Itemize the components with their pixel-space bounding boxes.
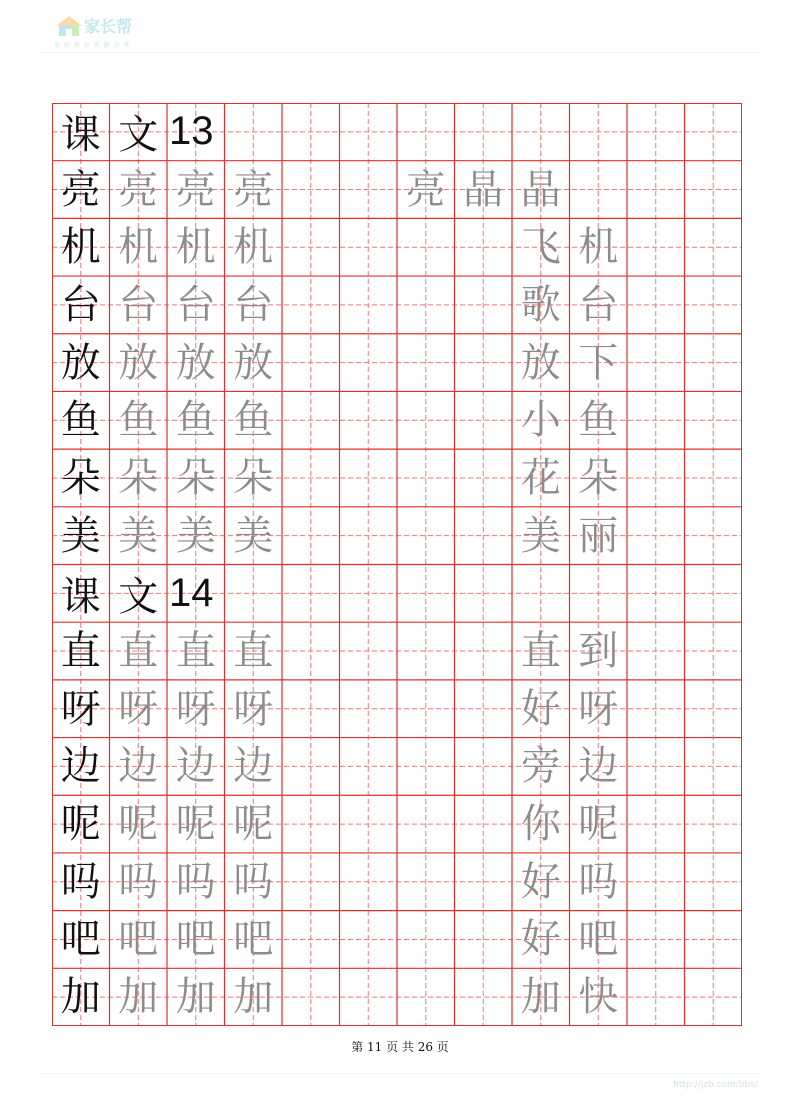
house-logo-icon [54,14,84,38]
trace-character: 直 [118,628,159,675]
trace-character: 直 [233,628,274,675]
trace-character: 呀 [233,685,274,732]
footer-url: http://jzb.com/bbs/ [673,1080,758,1090]
word-character: 呀 [578,685,619,732]
model-character: 台 [60,281,101,328]
trace-character: 呀 [118,685,159,732]
trace-character: 加 [175,974,216,1021]
word-character: 吗 [578,858,619,905]
trace-character: 台 [175,281,216,328]
trace-character: 边 [175,743,216,790]
lesson-title-char: 课 [60,112,101,159]
word-character: 快 [578,974,619,1021]
word-character: 到 [578,628,619,675]
word-character: 边 [578,743,619,790]
lesson-title [52,103,214,161]
trace-character: 呢 [175,801,216,848]
model-character: 放 [60,339,101,386]
word-character: 下 [578,339,619,386]
trace-character: 吗 [233,858,274,905]
word-character: 机 [578,224,619,271]
grid-cells [52,103,742,1026]
trace-character: 吧 [118,916,159,963]
word-character: 呢 [578,801,619,848]
trace-character: 亮 [175,166,216,213]
trace-character: 吗 [175,858,216,905]
trace-character: 鱼 [175,397,216,444]
word-character: 飞 [520,224,561,271]
header-divider [40,52,760,53]
model-character: 呢 [60,801,101,848]
lesson-title-char: 文 [118,112,159,159]
word-character: 加 [520,974,561,1021]
trace-character: 台 [233,281,274,328]
trace-character: 放 [118,339,159,386]
page-number: 第 11 页 共 26 页 [351,1040,449,1054]
trace-character: 机 [118,224,159,271]
lesson-title [52,565,214,623]
word-character: 小 [520,397,561,444]
trace-character: 放 [175,339,216,386]
lesson-title-char: 文 [118,573,159,620]
word-character: 旁 [520,743,561,790]
model-character: 鱼 [60,397,101,444]
logo-subtitle: 家 庭 教 育 资 源 分 享 [54,42,131,49]
trace-character: 美 [233,512,274,559]
trace-character: 放 [233,339,274,386]
trace-character: 朵 [175,454,216,501]
trace-character: 吧 [233,916,274,963]
model-character: 呀 [60,685,101,732]
lesson-number: 13 [169,109,214,154]
trace-character: 亮 [233,166,274,213]
trace-character: 台 [118,281,159,328]
word-character: 丽 [578,512,619,559]
model-character: 吗 [60,858,101,905]
model-character: 边 [60,743,101,790]
trace-character: 机 [175,224,216,271]
model-character: 美 [60,512,101,559]
word-character: 台 [578,281,619,328]
trace-character: 美 [175,512,216,559]
model-character: 朵 [60,454,101,501]
word-character: 好 [520,858,561,905]
trace-character: 朵 [233,454,274,501]
model-character: 加 [60,974,101,1021]
trace-character: 朵 [118,454,159,501]
word-character: 亮 [405,166,446,213]
word-character: 直 [520,628,561,675]
word-character: 晶 [463,166,504,213]
word-character: 歌 [520,281,561,328]
trace-character: 美 [118,512,159,559]
site-logo [54,12,154,52]
trace-character: 鱼 [233,397,274,444]
word-character: 好 [520,685,561,732]
word-character: 好 [520,916,561,963]
trace-character: 吧 [175,916,216,963]
model-character: 机 [60,224,101,271]
trace-character: 呢 [118,801,159,848]
word-character: 放 [520,339,561,386]
logo-text: 家长帮 [84,17,133,36]
trace-character: 加 [233,974,274,1021]
practice-grid [52,103,742,1026]
word-character: 晶 [520,166,561,213]
trace-character: 边 [233,743,274,790]
word-character: 花 [520,454,561,501]
trace-character: 加 [118,974,159,1021]
word-character: 吧 [578,916,619,963]
trace-character: 呀 [175,685,216,732]
trace-character: 呢 [233,801,274,848]
footer-divider [40,1073,760,1074]
word-character: 鱼 [578,397,619,444]
trace-character: 边 [118,743,159,790]
lesson-number: 14 [169,570,214,615]
trace-character: 吗 [118,858,159,905]
trace-character: 鱼 [118,397,159,444]
word-character: 美 [520,512,561,559]
model-character: 吧 [60,916,101,963]
trace-character: 直 [175,628,216,675]
lesson-title-char: 课 [60,573,101,620]
trace-character: 机 [233,224,274,271]
trace-character: 亮 [118,166,159,213]
model-character: 直 [60,628,101,675]
model-character: 亮 [60,166,101,213]
word-character: 朵 [578,454,619,501]
word-character: 你 [520,801,561,848]
